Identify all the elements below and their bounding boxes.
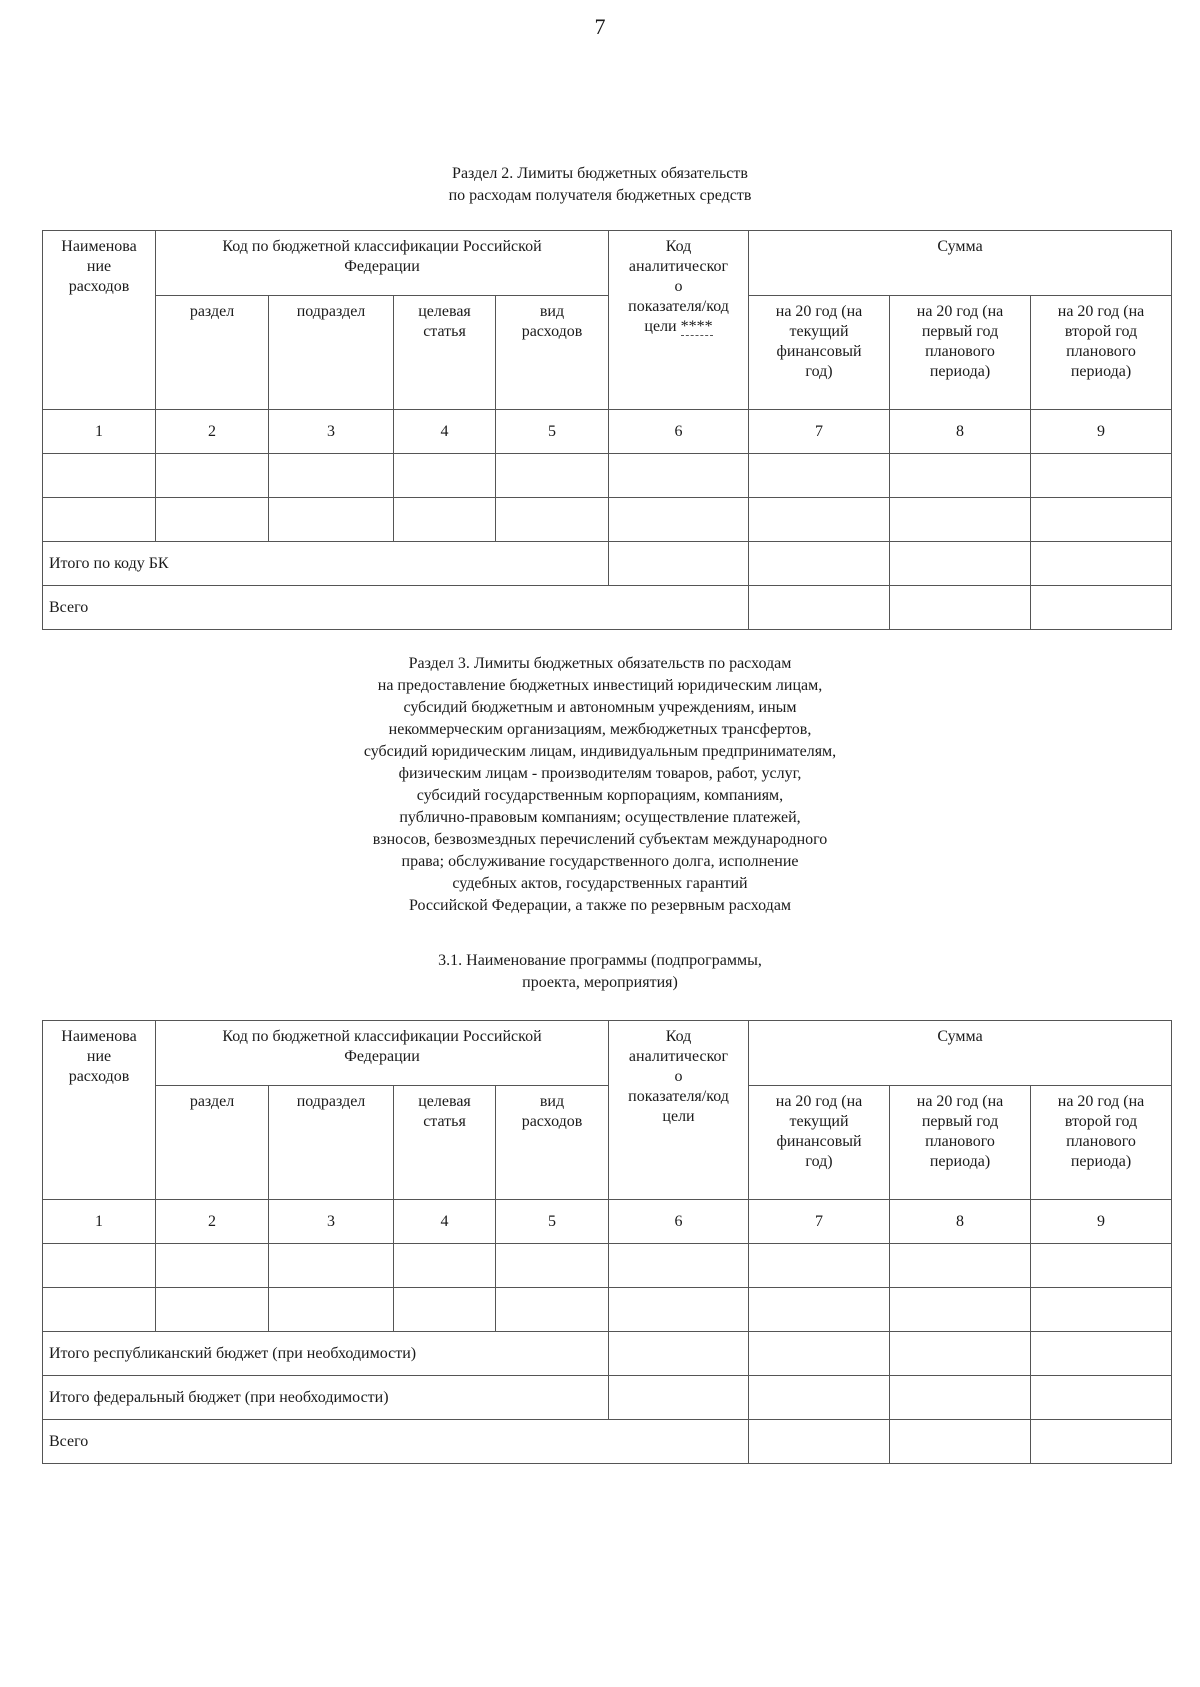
column-number: 8 bbox=[890, 1200, 1031, 1244]
section3-title-line: физическим лицам - производителям товаров, работ, услуг, bbox=[398, 765, 802, 782]
empty-cell[interactable] bbox=[749, 1332, 890, 1376]
total-republic-row bbox=[43, 1332, 1172, 1376]
table-row bbox=[43, 498, 1172, 542]
empty-cell[interactable] bbox=[609, 1332, 749, 1376]
empty-cell[interactable] bbox=[609, 542, 749, 586]
sub-header-current-year: на 20 год (на текущий финансовый год) bbox=[749, 1086, 890, 1200]
column-number-row bbox=[43, 1200, 1172, 1244]
empty-cell[interactable] bbox=[43, 454, 156, 498]
empty-cell[interactable] bbox=[43, 1244, 156, 1288]
empty-cell[interactable] bbox=[609, 1244, 749, 1288]
column-number: 7 bbox=[749, 410, 890, 454]
section3-title-line: субсидий бюджетным и автономным учреждениям, иным bbox=[403, 699, 797, 716]
empty-cell[interactable] bbox=[890, 1376, 1031, 1420]
empty-cell[interactable] bbox=[394, 1288, 496, 1332]
empty-cell[interactable] bbox=[749, 454, 890, 498]
column-number: 9 bbox=[1031, 1200, 1172, 1244]
sub-header-subsection: подраздел bbox=[269, 296, 394, 410]
column-number: 5 bbox=[496, 1200, 609, 1244]
table-row bbox=[43, 454, 1172, 498]
empty-cell[interactable] bbox=[394, 1244, 496, 1288]
empty-cell[interactable] bbox=[496, 1288, 609, 1332]
section3-title-line: на предоставление бюджетных инвестиций юридическим лицам, bbox=[377, 677, 823, 694]
empty-cell[interactable] bbox=[609, 1376, 749, 1420]
sub-header-current-year: на 20 год (на текущий финансовый год) bbox=[749, 296, 890, 410]
empty-cell[interactable] bbox=[1031, 1288, 1172, 1332]
empty-cell[interactable] bbox=[43, 498, 156, 542]
footnote-mark: **** bbox=[680, 318, 713, 335]
column-number: 4 bbox=[394, 410, 496, 454]
empty-cell[interactable] bbox=[1031, 1376, 1172, 1420]
grand-total-row bbox=[43, 586, 1172, 630]
empty-cell[interactable] bbox=[890, 1332, 1031, 1376]
sub-header-expense-type: вид расходов bbox=[496, 296, 609, 410]
column-number: 5 bbox=[496, 410, 609, 454]
empty-cell[interactable] bbox=[1031, 586, 1172, 630]
empty-cell[interactable] bbox=[1031, 1332, 1172, 1376]
empty-cell[interactable] bbox=[890, 542, 1031, 586]
sub-header-section: раздел bbox=[156, 296, 269, 410]
empty-cell[interactable] bbox=[609, 498, 749, 542]
column-number: 4 bbox=[394, 1200, 496, 1244]
section2-title-line: по расходам получателя бюджетных средств bbox=[448, 187, 752, 204]
section3-title-line: права; обслуживание государственного долга, исполнение bbox=[401, 853, 799, 870]
empty-cell[interactable] bbox=[1031, 1420, 1172, 1464]
empty-cell[interactable] bbox=[609, 454, 749, 498]
empty-cell[interactable] bbox=[394, 454, 496, 498]
column-number: 6 bbox=[609, 410, 749, 454]
empty-cell[interactable] bbox=[156, 498, 269, 542]
column-number: 3 bbox=[269, 410, 394, 454]
grand-total-label: Всего bbox=[43, 586, 749, 630]
sub-header-subsection: подраздел bbox=[269, 1086, 394, 1200]
column-number: 8 bbox=[890, 410, 1031, 454]
sub-header-first-plan-year: на 20 год (на первый год планового периода) bbox=[890, 296, 1031, 410]
empty-cell[interactable] bbox=[890, 586, 1031, 630]
section3-title bbox=[0, 653, 1200, 917]
sub-header-second-plan-year: на 20 год (на второй год планового периода) bbox=[1031, 1086, 1172, 1200]
empty-cell[interactable] bbox=[749, 1376, 890, 1420]
empty-cell[interactable] bbox=[890, 498, 1031, 542]
column-number: 1 bbox=[43, 410, 156, 454]
empty-cell[interactable] bbox=[269, 454, 394, 498]
col-header-name: Наименова ние расходов bbox=[43, 231, 156, 410]
empty-cell[interactable] bbox=[394, 498, 496, 542]
empty-cell[interactable] bbox=[890, 1244, 1031, 1288]
col-header-sum: Сумма bbox=[749, 231, 1172, 296]
col-header-bk-code: Код по бюджетной классификации Российской Федерации bbox=[156, 231, 609, 296]
col-header-sum: Сумма bbox=[749, 1021, 1172, 1086]
total-bk-row bbox=[43, 542, 1172, 586]
empty-cell[interactable] bbox=[1031, 454, 1172, 498]
empty-cell[interactable] bbox=[269, 1288, 394, 1332]
total-republic-label: Итого республиканский бюджет (при необходимости) bbox=[43, 1332, 609, 1376]
empty-cell[interactable] bbox=[890, 1288, 1031, 1332]
section3-table bbox=[42, 1020, 1172, 1464]
column-number: 6 bbox=[609, 1200, 749, 1244]
grand-total-row bbox=[43, 1420, 1172, 1464]
empty-cell[interactable] bbox=[156, 1288, 269, 1332]
total-federal-label: Итого федеральный бюджет (при необходимости) bbox=[43, 1376, 609, 1420]
section2-table bbox=[42, 230, 1172, 630]
empty-cell[interactable] bbox=[269, 498, 394, 542]
section3-title-line: некоммерческим организациям, межбюджетных трансфертов, bbox=[388, 721, 812, 738]
section3-title-line: субсидий государственным корпорациям, компаниям, bbox=[416, 787, 784, 804]
total-federal-row bbox=[43, 1376, 1172, 1420]
column-number: 7 bbox=[749, 1200, 890, 1244]
empty-cell[interactable] bbox=[609, 1288, 749, 1332]
empty-cell[interactable] bbox=[156, 1244, 269, 1288]
grand-total-label: Всего bbox=[43, 1420, 749, 1464]
sub-header-second-plan-year: на 20 год (на второй год планового периода) bbox=[1031, 296, 1172, 410]
empty-cell[interactable] bbox=[890, 454, 1031, 498]
section3-title-line: публично-правовым компаниям; осуществление платежей, bbox=[399, 809, 801, 826]
empty-cell[interactable] bbox=[749, 586, 890, 630]
sub-header-target-article: целевая статья bbox=[394, 296, 496, 410]
column-number-row bbox=[43, 410, 1172, 454]
empty-cell[interactable] bbox=[496, 498, 609, 542]
section3-title-line: взносов, безвозмездных перечислений субъектам международного bbox=[372, 831, 828, 848]
section3-subtitle bbox=[0, 950, 1200, 994]
section3-title-line: субсидий юридическим лицам, индивидуальным предпринимателям, bbox=[363, 743, 837, 760]
total-bk-label: Итого по коду БК bbox=[43, 542, 609, 586]
section3-subtitle-line: проекта, мероприятия) bbox=[522, 974, 678, 991]
column-number: 3 bbox=[269, 1200, 394, 1244]
empty-cell[interactable] bbox=[1031, 498, 1172, 542]
sub-header-first-plan-year: на 20 год (на первый год планового периода) bbox=[890, 1086, 1031, 1200]
col-header-analytic-code: Код аналитическог о показателя/код цели bbox=[609, 1021, 749, 1200]
empty-cell[interactable] bbox=[156, 454, 269, 498]
empty-cell[interactable] bbox=[1031, 542, 1172, 586]
empty-cell[interactable] bbox=[890, 1420, 1031, 1464]
column-number: 1 bbox=[43, 1200, 156, 1244]
empty-cell[interactable] bbox=[749, 498, 890, 542]
col-header-analytic-code: Код аналитическог о показателя/код цели **** bbox=[609, 231, 749, 410]
section3-title-line: судебных актов, государственных гарантий bbox=[452, 875, 748, 892]
page-number: 7 bbox=[594, 14, 606, 39]
section2-title-line: Раздел 2. Лимиты бюджетных обязательств bbox=[452, 165, 748, 182]
empty-cell[interactable] bbox=[43, 1288, 156, 1332]
empty-cell[interactable] bbox=[496, 454, 609, 498]
empty-cell[interactable] bbox=[269, 1244, 394, 1288]
empty-cell[interactable] bbox=[749, 542, 890, 586]
table-row bbox=[43, 1244, 1172, 1288]
empty-cell[interactable] bbox=[749, 1288, 890, 1332]
section3-title-line: Российской Федерации, а также по резервным расходам bbox=[408, 897, 792, 914]
empty-cell[interactable] bbox=[749, 1420, 890, 1464]
empty-cell[interactable] bbox=[1031, 1244, 1172, 1288]
table-row bbox=[43, 1288, 1172, 1332]
col-header-bk-code: Код по бюджетной классификации Российской Федерации bbox=[156, 1021, 609, 1086]
sub-header-target-article: целевая статья bbox=[394, 1086, 496, 1200]
col-header-name: Наименова ние расходов bbox=[43, 1021, 156, 1200]
column-number: 9 bbox=[1031, 410, 1172, 454]
empty-cell[interactable] bbox=[749, 1244, 890, 1288]
column-number: 2 bbox=[156, 1200, 269, 1244]
sub-header-section: раздел bbox=[156, 1086, 269, 1200]
sub-header-expense-type: вид расходов bbox=[496, 1086, 609, 1200]
section3-title-line: Раздел 3. Лимиты бюджетных обязательств по расходам bbox=[408, 655, 792, 672]
section3-subtitle-line: 3.1. Наименование программы (подпрограммы, bbox=[438, 952, 762, 969]
section2-title bbox=[0, 163, 1200, 207]
column-number: 2 bbox=[156, 410, 269, 454]
empty-cell[interactable] bbox=[496, 1244, 609, 1288]
